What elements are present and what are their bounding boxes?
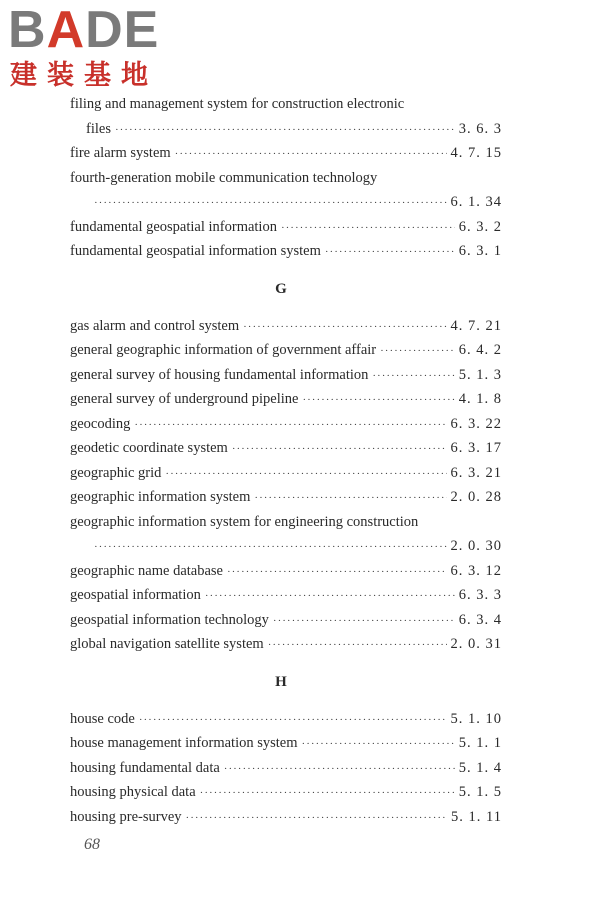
- dot-leader: [175, 142, 447, 167]
- dot-leader: [186, 806, 447, 831]
- page-number: 68: [84, 836, 100, 853]
- dot-leader: [200, 781, 455, 806]
- index-term: global navigation satellite system: [70, 636, 264, 652]
- index-term: house code: [70, 710, 135, 727]
- section-heading-h: H: [275, 673, 287, 690]
- index-entry: [70, 215, 502, 240]
- index-term: geodetic coordinate system: [70, 440, 228, 456]
- index-term: filing and management system for construction electronic: [70, 96, 405, 112]
- index-entry: [70, 363, 502, 388]
- dot-leader: [139, 708, 447, 733]
- index-ref: 6. 1. 34: [450, 194, 502, 210]
- dot-leader: [325, 240, 455, 265]
- index-ref: 6. 3. 17: [450, 440, 502, 456]
- index-entry: [70, 461, 502, 486]
- bade-logo: [8, 2, 178, 94]
- index-ref: 5. 1. 10: [450, 710, 502, 727]
- index-term: fundamental geospatial information: [70, 218, 277, 235]
- index-entry: [70, 166, 502, 215]
- index-term: geospatial information: [70, 587, 201, 603]
- dot-leader: [94, 191, 447, 216]
- section-heading-g: G: [275, 280, 287, 297]
- index-ref: 6. 3. 21: [450, 464, 502, 481]
- index-entry: [70, 510, 502, 559]
- index-entry: [70, 731, 502, 756]
- index-term: geocoding: [70, 415, 131, 432]
- index-entry: [70, 756, 502, 781]
- dot-leader: [134, 413, 446, 438]
- index-ref: 6. 3. 1: [458, 243, 502, 259]
- index-entry: [70, 632, 502, 657]
- dot-leader: [281, 216, 455, 241]
- index-ref: 5. 1. 5: [458, 784, 502, 800]
- index-entry: [70, 559, 502, 584]
- index-ref: 5. 1. 1: [458, 735, 502, 751]
- index-ref: 6. 3. 3: [458, 587, 502, 603]
- dot-leader: [372, 364, 454, 389]
- index-term: house management information system: [70, 735, 298, 751]
- index-term: general survey of underground pipeline: [70, 391, 299, 407]
- index-term: geographic grid: [70, 464, 162, 481]
- index-ref: 5. 1. 11: [451, 808, 502, 825]
- index-entry: [70, 338, 502, 363]
- index-term: geographic information system: [70, 489, 251, 505]
- index-ref: 4. 7. 15: [450, 145, 502, 161]
- dot-leader: [302, 732, 455, 757]
- dot-leader: [273, 609, 455, 634]
- index-entry: [70, 805, 502, 830]
- dot-leader: [115, 118, 455, 143]
- dot-leader: [243, 315, 446, 340]
- logo-letter-a: A: [46, 1, 86, 59]
- dot-leader: [232, 437, 447, 462]
- index-entry: [70, 485, 502, 510]
- index-term: fundamental geospatial information system: [70, 243, 321, 259]
- index-ref: 6. 3. 4: [458, 611, 502, 628]
- dot-leader: [205, 584, 455, 609]
- index-term-continued: files: [86, 120, 111, 137]
- index-entry: [70, 141, 502, 166]
- index-term: fourth-generation mobile communication technology: [70, 169, 378, 186]
- index-ref: 4. 1. 8: [458, 391, 502, 407]
- index-ref: 2. 0. 28: [450, 489, 502, 505]
- index-entry: [70, 92, 502, 141]
- index-entry: [70, 608, 502, 633]
- index-term: housing physical data: [70, 784, 196, 800]
- index-ref: 6. 3. 12: [450, 562, 502, 579]
- logo-wordmark: [8, 2, 159, 58]
- dot-leader: [254, 486, 446, 511]
- index-term: fire alarm system: [70, 145, 171, 161]
- index-entry: [70, 780, 502, 805]
- index-term: housing fundamental data: [70, 759, 220, 776]
- index-ref: 6. 4. 2: [458, 342, 502, 358]
- dot-leader: [227, 560, 447, 585]
- dot-leader: [165, 462, 446, 487]
- index-term: geospatial information technology: [70, 611, 269, 628]
- index-entry: [70, 436, 502, 461]
- index-ref: 6. 3. 22: [450, 415, 502, 432]
- index-term: housing pre-survey: [70, 808, 182, 825]
- index-term: general geographic information of government affair: [70, 342, 377, 358]
- dot-leader: [268, 633, 447, 658]
- dot-leader: [302, 388, 454, 413]
- dot-leader: [224, 757, 455, 782]
- index-term: gas alarm and control system: [70, 317, 240, 334]
- index-entry: [70, 707, 502, 732]
- index-ref: 2. 0. 30: [450, 538, 502, 554]
- logo-subtitle: 建装基地: [10, 60, 158, 91]
- index-entry: [70, 314, 502, 339]
- index-entry: [70, 387, 502, 412]
- logo-letters-de: DE: [85, 1, 160, 59]
- index-ref: 5. 1. 4: [458, 759, 502, 776]
- index-entry: [70, 412, 502, 437]
- dot-leader: [94, 535, 447, 560]
- logo-letter-b: B: [8, 1, 47, 59]
- index-list: [70, 92, 502, 829]
- index-entry: [70, 239, 502, 264]
- index-term: general survey of housing fundamental information: [70, 366, 369, 383]
- index-entry: [70, 583, 502, 608]
- index-term: geographic name database: [70, 562, 223, 579]
- index-ref: 2. 0. 31: [450, 636, 502, 652]
- dot-leader: [380, 339, 455, 364]
- index-ref: 4. 7. 21: [450, 317, 502, 334]
- index-term: geographic information system for engineering construction: [70, 513, 419, 530]
- index-ref: 3. 6. 3: [458, 120, 502, 137]
- index-ref: 5. 1. 3: [458, 366, 502, 383]
- index-ref: 6. 3. 2: [458, 218, 502, 235]
